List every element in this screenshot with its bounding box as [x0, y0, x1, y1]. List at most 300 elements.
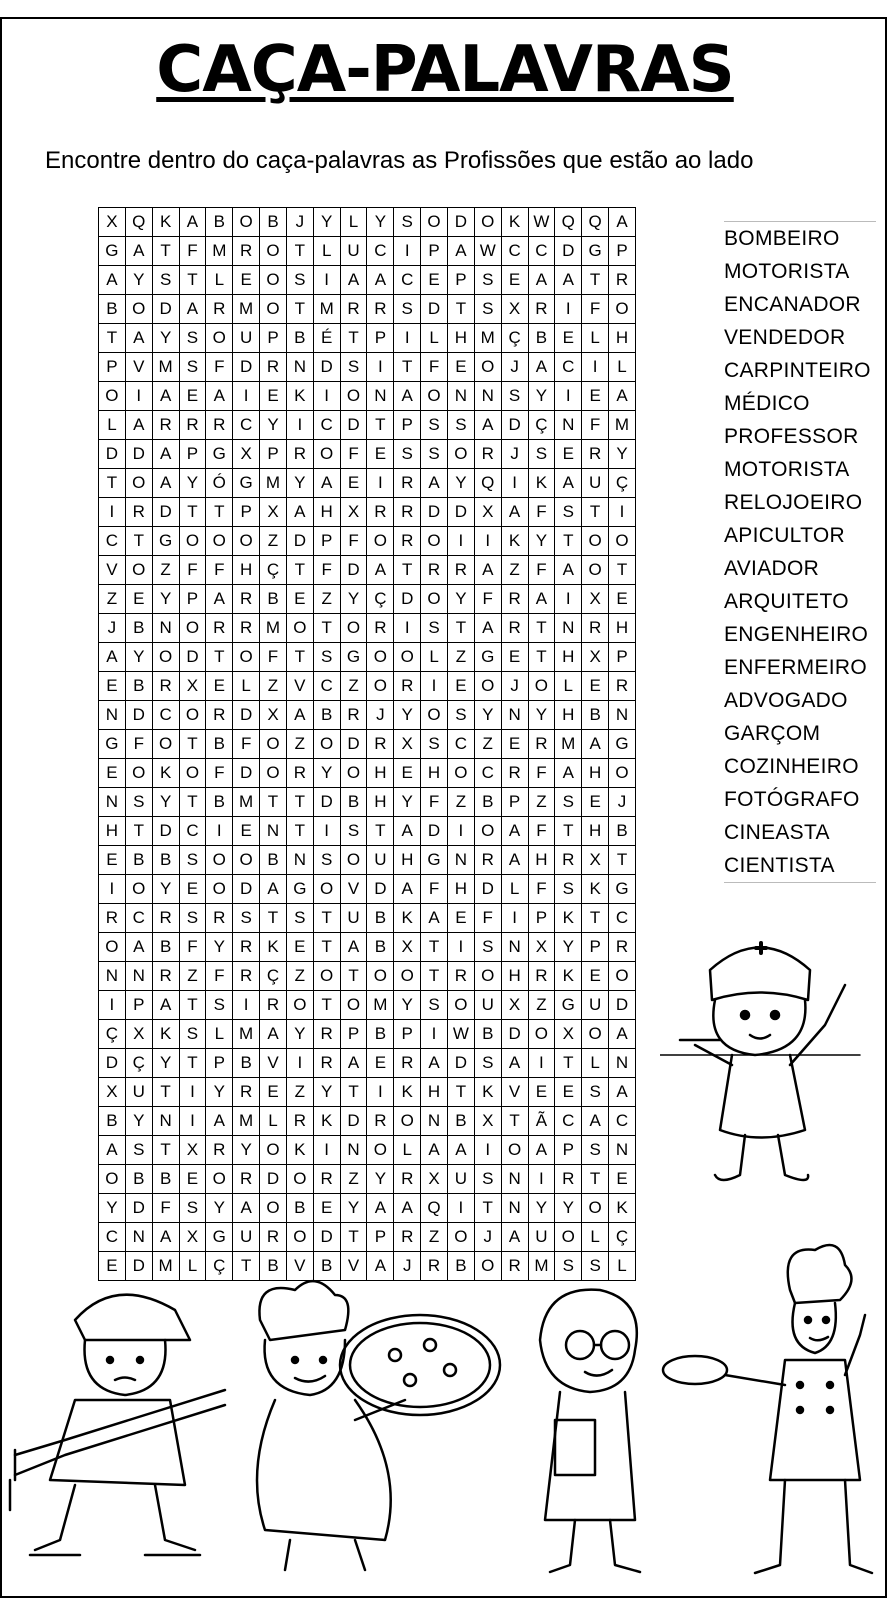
grid-cell: H [447, 324, 474, 353]
grid-cell: G [609, 875, 636, 904]
grid-cell: A [340, 266, 367, 295]
grid-cell: E [260, 1078, 287, 1107]
grid-cell: H [609, 614, 636, 643]
grid-cell: D [99, 440, 126, 469]
grid-cell: B [99, 295, 126, 324]
grid-cell: O [394, 962, 421, 991]
grid-cell: O [206, 875, 233, 904]
grid-cell: B [152, 846, 179, 875]
grid-cell: Z [152, 556, 179, 585]
grid-cell: T [528, 614, 555, 643]
grid-cell: N [286, 846, 313, 875]
grid-cell: O [99, 382, 126, 411]
grid-cell: D [313, 353, 340, 382]
grid-cell: Y [367, 1165, 394, 1194]
grid-cell: O [206, 846, 233, 875]
grid-cell: I [313, 382, 340, 411]
grid-cell: P [340, 1020, 367, 1049]
grid-cell: F [421, 875, 448, 904]
grid-cell: I [313, 817, 340, 846]
grid-cell: G [421, 846, 448, 875]
grid-cell: E [394, 759, 421, 788]
grid-cell: T [474, 1194, 501, 1223]
grid-cell: R [582, 614, 609, 643]
grid-cell: J [394, 1252, 421, 1281]
grid-cell: Y [152, 1049, 179, 1078]
grid-cell: O [394, 643, 421, 672]
grid-cell: T [286, 788, 313, 817]
grid-cell: R [367, 498, 394, 527]
grid-cell: R [421, 1252, 448, 1281]
grid-cell: L [421, 324, 448, 353]
grid-cell: R [206, 701, 233, 730]
grid-cell: Z [447, 788, 474, 817]
grid-cell: Y [609, 440, 636, 469]
grid-cell: T [125, 527, 152, 556]
grid-cell: L [555, 672, 582, 701]
grid-cell: Z [528, 788, 555, 817]
grid-row [99, 1078, 636, 1107]
grid-cell: A [125, 933, 152, 962]
grid-cell: I [286, 1049, 313, 1078]
grid-cell: R [125, 498, 152, 527]
grid-cell: A [206, 585, 233, 614]
grid-cell: R [501, 759, 528, 788]
grid-cell: I [179, 1078, 206, 1107]
grid-cell: A [394, 1194, 421, 1223]
grid-cell: D [340, 730, 367, 759]
grid-cell: C [609, 904, 636, 933]
grid-cell: S [340, 817, 367, 846]
grid-cell: G [609, 730, 636, 759]
grid-cell: R [340, 701, 367, 730]
grid-cell: Y [528, 1194, 555, 1223]
grid-cell: Y [313, 1078, 340, 1107]
grid-cell: P [233, 498, 260, 527]
grid-cell: O [179, 701, 206, 730]
grid-cell: I [501, 469, 528, 498]
grid-cell: A [206, 382, 233, 411]
grid-cell: I [421, 1020, 448, 1049]
grid-cell: P [501, 788, 528, 817]
grid-cell: S [179, 846, 206, 875]
grid-cell: V [501, 1078, 528, 1107]
grid-cell: Ç [609, 1223, 636, 1252]
grid-cell: O [474, 672, 501, 701]
grid-cell: B [152, 1165, 179, 1194]
grid-cell: F [474, 585, 501, 614]
grid-cell: N [447, 846, 474, 875]
grid-cell: B [206, 208, 233, 237]
grid-cell: T [582, 1165, 609, 1194]
grid-cell: D [367, 875, 394, 904]
grid-cell: B [125, 846, 152, 875]
grid-cell: E [582, 962, 609, 991]
grid-cell: D [447, 1049, 474, 1078]
grid-cell: L [313, 237, 340, 266]
grid-cell: A [125, 237, 152, 266]
grid-row [99, 1165, 636, 1194]
grid-cell: V [286, 672, 313, 701]
grid-row [99, 295, 636, 324]
grid-cell: R [233, 614, 260, 643]
grid-cell: T [179, 1049, 206, 1078]
grid-cell: G [340, 643, 367, 672]
grid-cell: U [340, 237, 367, 266]
grid-cell: R [340, 295, 367, 324]
grid-cell: I [528, 1049, 555, 1078]
grid-cell: A [367, 1194, 394, 1223]
grid-row [99, 411, 636, 440]
grid-cell: T [286, 556, 313, 585]
grid-cell: Ç [260, 962, 287, 991]
grid-cell: K [501, 208, 528, 237]
grid-cell: T [179, 730, 206, 759]
grid-cell: G [474, 643, 501, 672]
grid-cell: Z [340, 672, 367, 701]
grid-cell: E [528, 1078, 555, 1107]
grid-cell: U [582, 991, 609, 1020]
word-list-item: ENFERMEIRO [724, 656, 868, 679]
grid-cell: R [313, 1049, 340, 1078]
grid-cell: Y [555, 933, 582, 962]
grid-cell: T [260, 904, 287, 933]
grid-cell: H [609, 324, 636, 353]
grid-cell: S [555, 875, 582, 904]
grid-cell: J [286, 208, 313, 237]
grid-cell: D [555, 237, 582, 266]
grid-cell: M [233, 1020, 260, 1049]
grid-cell: F [582, 411, 609, 440]
grid-cell: R [528, 730, 555, 759]
grid-cell: O [447, 440, 474, 469]
grid-cell: P [179, 585, 206, 614]
grid-cell: T [313, 614, 340, 643]
grid-cell: S [286, 904, 313, 933]
grid-cell: H [447, 875, 474, 904]
grid-cell: T [555, 817, 582, 846]
grid-cell: S [582, 1252, 609, 1281]
grid-cell: T [286, 643, 313, 672]
grid-cell: R [233, 962, 260, 991]
grid-cell: D [125, 701, 152, 730]
grid-row [99, 237, 636, 266]
grid-cell: I [474, 527, 501, 556]
grid-cell: T [99, 469, 126, 498]
grid-cell: B [474, 1020, 501, 1049]
grid-cell: P [206, 1049, 233, 1078]
grid-cell: K [394, 904, 421, 933]
grid-cell: X [474, 498, 501, 527]
grid-cell: O [582, 1194, 609, 1223]
grid-cell: A [179, 208, 206, 237]
grid-cell: A [394, 875, 421, 904]
grid-cell: D [340, 411, 367, 440]
grid-cell: C [179, 817, 206, 846]
grid-cell: O [474, 208, 501, 237]
grid-cell: V [286, 1252, 313, 1281]
grid-cell: J [367, 701, 394, 730]
grid-cell: E [233, 817, 260, 846]
grid-cell: B [206, 730, 233, 759]
grid-cell: T [609, 846, 636, 875]
grid-cell: N [152, 1107, 179, 1136]
grid-cell: M [233, 1107, 260, 1136]
grid-cell: I [286, 411, 313, 440]
grid-cell: B [286, 1194, 313, 1223]
grid-cell: D [474, 875, 501, 904]
grid-cell: H [501, 962, 528, 991]
grid-cell: I [179, 1107, 206, 1136]
grid-cell: T [528, 643, 555, 672]
grid-cell: R [447, 556, 474, 585]
grid-cell: E [286, 933, 313, 962]
grid-cell: T [152, 1078, 179, 1107]
grid-cell: F [340, 527, 367, 556]
grid-cell: T [501, 1107, 528, 1136]
grid-cell: Z [260, 672, 287, 701]
grid-cell: R [233, 585, 260, 614]
grid-cell: M [152, 353, 179, 382]
grid-cell: S [474, 933, 501, 962]
grid-cell: P [582, 933, 609, 962]
grid-cell: I [367, 1078, 394, 1107]
grid-cell: X [179, 672, 206, 701]
grid-row [99, 527, 636, 556]
grid-cell: S [421, 411, 448, 440]
grid-cell: O [421, 208, 448, 237]
grid-cell: A [367, 556, 394, 585]
grid-cell: L [501, 875, 528, 904]
grid-cell: R [474, 440, 501, 469]
grid-cell: V [125, 353, 152, 382]
grid-cell: O [125, 295, 152, 324]
grid-cell: T [233, 1252, 260, 1281]
grid-cell: F [260, 643, 287, 672]
grid-cell: Y [313, 759, 340, 788]
grid-cell: M [152, 1252, 179, 1281]
grid-cell: I [501, 904, 528, 933]
grid-cell: E [582, 382, 609, 411]
grid-cell: B [260, 1252, 287, 1281]
grid-cell: S [474, 295, 501, 324]
grid-cell: R [394, 498, 421, 527]
grid-cell: X [421, 1165, 448, 1194]
grid-cell: R [528, 295, 555, 324]
grid-cell: O [313, 440, 340, 469]
grid-cell: B [125, 672, 152, 701]
word-list [724, 221, 876, 883]
grid-cell: R [367, 614, 394, 643]
grid-cell: Z [313, 585, 340, 614]
grid-cell: A [340, 933, 367, 962]
grid-cell: Y [206, 1078, 233, 1107]
grid-cell: R [394, 1165, 421, 1194]
grid-cell: O [609, 527, 636, 556]
grid-cell: G [582, 237, 609, 266]
grid-row [99, 1049, 636, 1078]
grid-cell: D [125, 1194, 152, 1223]
word-list-item: MOTORISTA [724, 458, 850, 481]
grid-cell: R [394, 527, 421, 556]
grid-cell: Ó [206, 469, 233, 498]
grid-cell: Ç [125, 1049, 152, 1078]
word-list-item: CARPINTEIRO [724, 359, 871, 382]
grid-cell: R [286, 440, 313, 469]
grid-cell: J [609, 788, 636, 817]
grid-cell: T [447, 295, 474, 324]
grid-cell: T [179, 266, 206, 295]
grid-cell: E [286, 585, 313, 614]
grid-cell: R [206, 614, 233, 643]
grid-row [99, 1136, 636, 1165]
grid-cell: P [555, 1136, 582, 1165]
grid-cell: T [340, 1223, 367, 1252]
grid-cell: S [421, 440, 448, 469]
instructions-text: Encontre dentro do caça-palavras as Profissões que estão ao lado [45, 147, 754, 174]
grid-cell: L [99, 411, 126, 440]
grid-cell: Y [233, 1136, 260, 1165]
grid-cell: E [206, 672, 233, 701]
grid-cell: L [609, 1252, 636, 1281]
grid-cell: E [313, 1194, 340, 1223]
grid-cell: R [501, 1252, 528, 1281]
grid-cell: R [582, 440, 609, 469]
grid-cell: O [233, 208, 260, 237]
grid-cell: U [340, 904, 367, 933]
grid-cell: S [179, 353, 206, 382]
grid-cell: V [260, 1049, 287, 1078]
grid-cell: E [99, 846, 126, 875]
grid-cell: N [474, 382, 501, 411]
word-list-item: ARQUITETO [724, 590, 849, 613]
grid-cell: Y [528, 701, 555, 730]
grid-cell: O [421, 701, 448, 730]
grid-cell: O [609, 759, 636, 788]
grid-row [99, 614, 636, 643]
grid-cell: B [582, 701, 609, 730]
grid-cell: B [528, 324, 555, 353]
grid-cell: N [501, 701, 528, 730]
grid-cell: N [447, 382, 474, 411]
grid-cell: X [340, 498, 367, 527]
grid-cell: R [286, 1107, 313, 1136]
grid-cell: A [528, 585, 555, 614]
grid-cell: E [609, 585, 636, 614]
grid-row [99, 701, 636, 730]
grid-cell: Q [125, 208, 152, 237]
grid-cell: O [447, 991, 474, 1020]
grid-cell: R [367, 730, 394, 759]
grid-cell: S [286, 266, 313, 295]
grid-cell: J [501, 672, 528, 701]
grid-cell: Y [260, 411, 287, 440]
grid-cell: T [609, 556, 636, 585]
grid-cell: N [609, 1136, 636, 1165]
grid-cell: N [367, 382, 394, 411]
grid-row [99, 324, 636, 353]
grid-cell: A [501, 817, 528, 846]
grid-cell: R [286, 759, 313, 788]
grid-cell: I [313, 266, 340, 295]
grid-cell: T [582, 904, 609, 933]
grid-cell: I [555, 295, 582, 324]
grid-cell: B [233, 1049, 260, 1078]
grid-cell: A [367, 266, 394, 295]
grid-cell: T [99, 324, 126, 353]
grid-cell: O [609, 295, 636, 324]
grid-cell: I [394, 324, 421, 353]
grid-cell: X [99, 208, 126, 237]
grid-cell: O [125, 759, 152, 788]
grid-cell: Ç [260, 556, 287, 585]
grid-cell: M [555, 730, 582, 759]
grid-cell: T [555, 527, 582, 556]
grid-cell: Ç [206, 1252, 233, 1281]
grid-cell: C [474, 759, 501, 788]
grid-cell: R [528, 962, 555, 991]
grid-cell: O [206, 1165, 233, 1194]
grid-cell: D [233, 353, 260, 382]
grid-cell: C [501, 237, 528, 266]
grid-cell: U [233, 324, 260, 353]
grid-row [99, 904, 636, 933]
grid-cell: O [367, 643, 394, 672]
grid-cell: E [609, 1165, 636, 1194]
grid-cell: Ç [99, 1020, 126, 1049]
grid-cell: I [394, 614, 421, 643]
grid-cell: R [152, 411, 179, 440]
grid-cell: B [286, 324, 313, 353]
grid-cell: G [206, 440, 233, 469]
grid-cell: O [340, 614, 367, 643]
grid-cell: T [447, 614, 474, 643]
grid-cell: R [233, 237, 260, 266]
grid-cell: S [152, 266, 179, 295]
grid-cell: I [99, 875, 126, 904]
grid-cell: E [340, 469, 367, 498]
grid-cell: O [394, 1107, 421, 1136]
grid-cell: S [528, 440, 555, 469]
grid-cell: D [313, 1223, 340, 1252]
grid-cell: A [313, 469, 340, 498]
grid-cell: Ã [528, 1107, 555, 1136]
grid-cell: H [367, 759, 394, 788]
grid-cell: O [367, 527, 394, 556]
grid-cell: B [152, 933, 179, 962]
grid-cell: S [474, 266, 501, 295]
grid-cell: N [609, 1049, 636, 1078]
grid-cell: V [99, 556, 126, 585]
grid-cell: O [125, 875, 152, 904]
grid-cell: Z [99, 585, 126, 614]
grid-cell: C [233, 411, 260, 440]
grid-cell: O [286, 991, 313, 1020]
grid-cell: T [152, 1136, 179, 1165]
grid-cell: D [233, 701, 260, 730]
grid-cell: F [528, 759, 555, 788]
grid-cell: R [233, 933, 260, 962]
grid-cell: B [367, 1020, 394, 1049]
grid-cell: I [555, 585, 582, 614]
grid-cell: A [367, 1252, 394, 1281]
grid-cell: Z [474, 730, 501, 759]
grid-cell: L [179, 1252, 206, 1281]
grid-cell: O [474, 817, 501, 846]
grid-cell: Ç [367, 585, 394, 614]
grid-cell: Ç [501, 324, 528, 353]
grid-cell: C [313, 672, 340, 701]
